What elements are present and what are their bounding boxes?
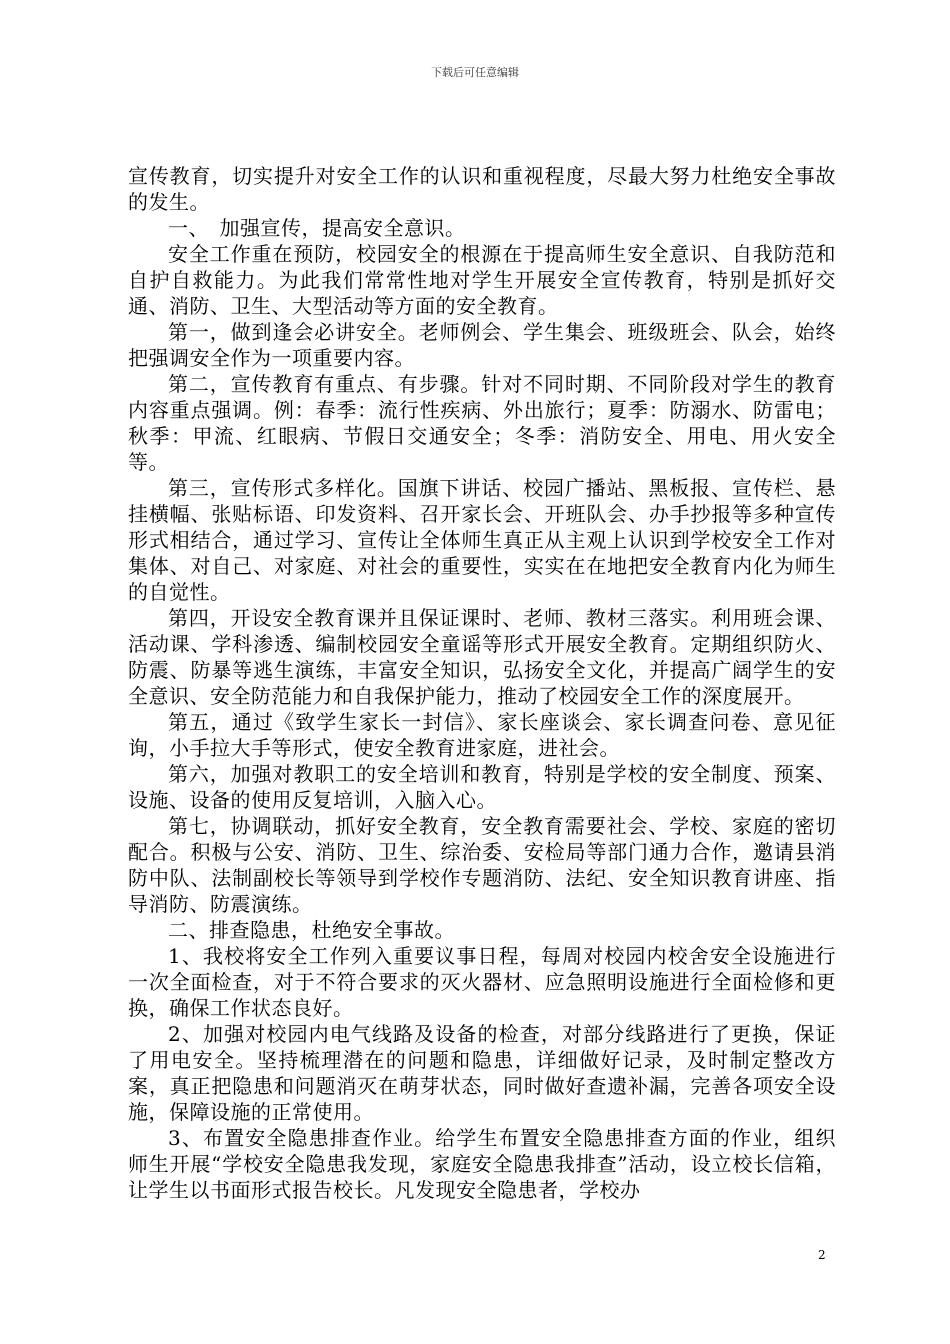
paragraph: 第七，协调联动，抓好安全教育，安全教育需要社会、学校、家庭的密切配合。积极与公安、消防、卫生、综治委、安检局等部门通力合作，邀请县消防中队、法制副校长等领导到学校作专题消防、法纪、安全知识教育讲座、指导消防、防震演练。: [128, 814, 836, 916]
paragraph: 3、布置安全隐患排查作业。给学生布置安全隐患排查方面的作业，组织师生开展“学校安全隐患我发现，家庭安全隐患我排查”活动，设立校长信箱，让学生以书面形式报告校长。凡发现安全隐患者，学校办: [128, 1126, 836, 1202]
paragraph: 2、加强对校园内电气线路及设备的检查，对部分线路进行了更换，保证了用电安全。坚持梳理潜在的问题和隐患，详细做好记录，及时制定整改方案，真正把隐患和问题消灭在萌芽状态，同时做好查遗补漏，完善各项安全设施，保障设施的正常使用。: [128, 1022, 836, 1124]
paragraph: 安全工作重在预防，校园安全的根源在于提高师生安全意识、自我防范和自护自救能力。为此我们常常性地对学生开展安全宣传教育，特别是抓好交通、消防、卫生、大型活动等方面的安全教育。: [128, 242, 836, 318]
page-number: 2: [818, 1248, 826, 1262]
header-note: 下载后可任意编辑: [431, 66, 519, 79]
section-heading-1: 一、 加强宣传，提高安全意识。: [168, 216, 466, 240]
paragraph-continuation: 宣传教育，切实提升对安全工作的认识和重视程度，尽最大努力杜绝安全事故的发生。: [128, 164, 836, 214]
section-heading-2: 二、排查隐患，杜绝安全事故。: [168, 918, 455, 942]
paragraph: 第一，做到逢会必讲安全。老师例会、学生集会、班级班会、队会，始终把强调安全作为一项重要内容。: [128, 320, 836, 370]
paragraph: 第三，宣传形式多样化。国旗下讲话、校园广播站、黑板报、宣传栏、悬挂横幅、张贴标语、印发资料、召开家长会、开班队会、办手抄报等多种宣传形式相结合，通过学习、宣传让全体师生真正从主观上认识到学校安全工作对集体、对自己、对家庭、对社会的重要性，实实在在地把安全教育内化为师生的自觉性。: [128, 476, 836, 604]
paragraph: 第四，开设安全教育课并且保证课时、老师、教材三落实。利用班会课、活动课、学科渗透、编制校园安全童谣等形式开展安全教育。定期组织防火、防震、防暴等逃生演练，丰富安全知识，弘扬安全文化，并提高广阔学生的安全意识、安全防范能力和自我保护能力，推动了校园安全工作的深度展开。: [128, 606, 836, 708]
paragraph: 1、我校将安全工作列入重要议事日程，每周对校园内校舍安全设施进行一次全面检查，对于不符合要求的灭火器材、应急照明设施进行全面检修和更换，确保工作状态良好。: [128, 944, 836, 1020]
paragraph: 第六，加强对教职工的安全培训和教育，特别是学校的安全制度、预案、设施、设备的使用反复培训，入脑入心。: [128, 762, 836, 812]
paragraph: 第五，通过《致学生家长一封信》、家长座谈会、家长调查问卷、意见征询，小手拉大手等形式，使安全教育进家庭，进社会。: [128, 710, 836, 760]
paragraph: 第二，宣传教育有重点、有步骤。针对不同时期、不同阶段对学生的教育内容重点强调。例：春季：流行性疾病、外出旅行；夏季：防溺水、防雷电；秋季：甲流、红眼病、节假日交通安全；冬季：消防安全、用电、用火安全等。: [128, 372, 836, 474]
document-body: [128, 163, 836, 1203]
